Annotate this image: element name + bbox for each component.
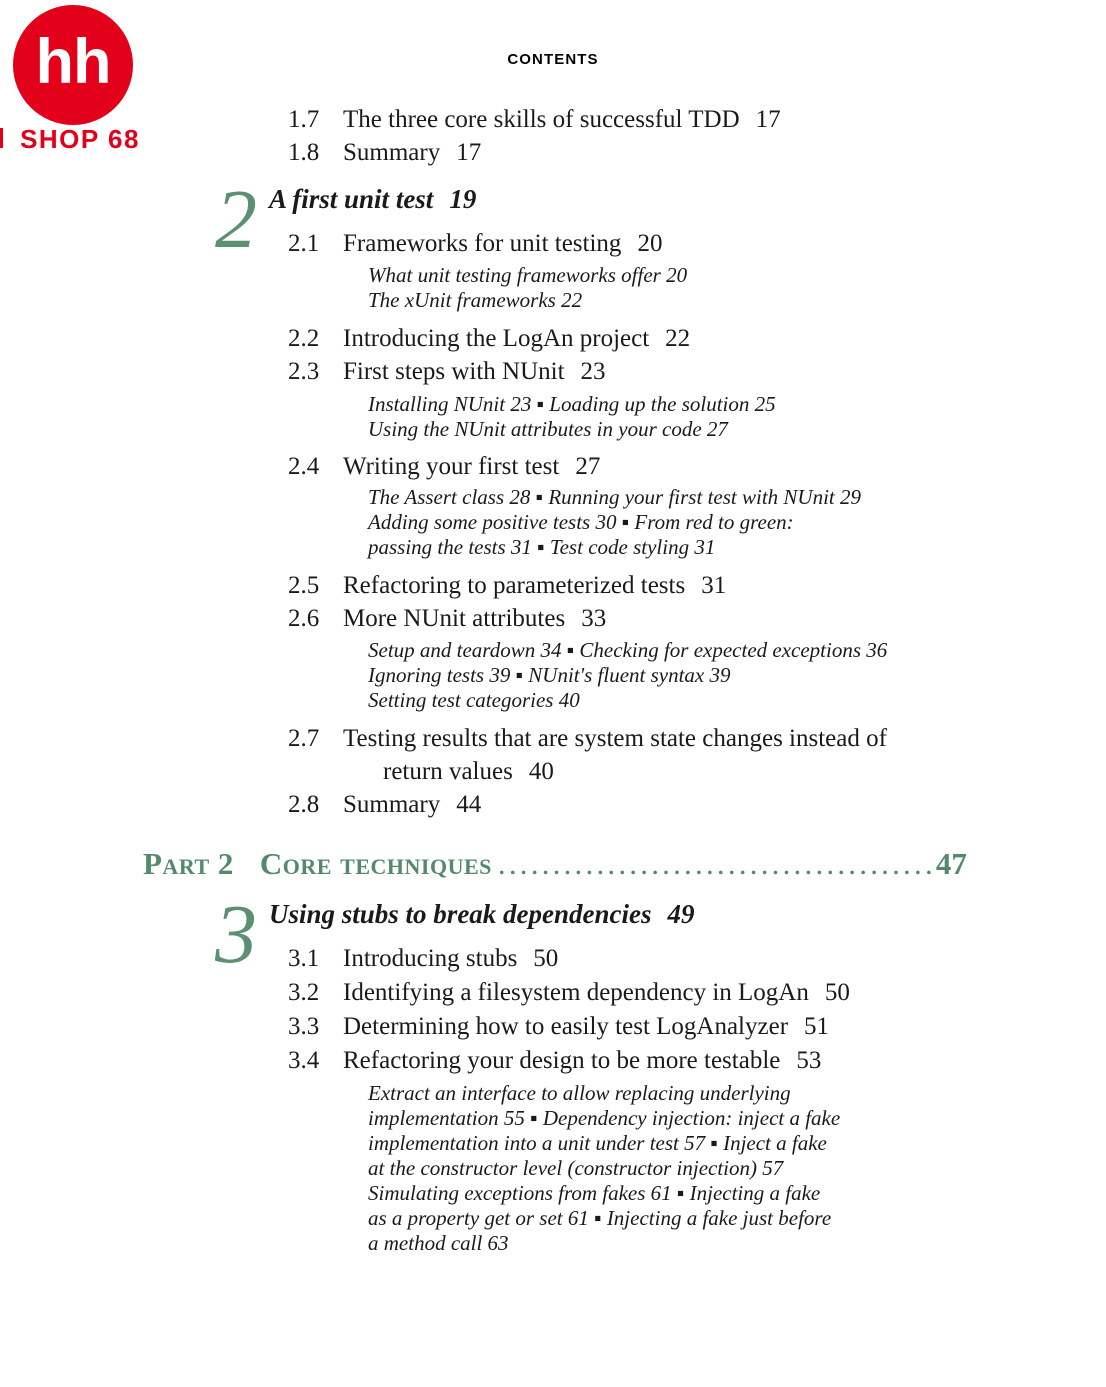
running-head: CONTENTS: [507, 51, 599, 68]
subsection-line: Simulating exceptions from fakes 61 ▪ Injecting a fake: [368, 1181, 821, 1205]
page-number: 22: [665, 325, 691, 352]
section-title: Testing results that are system state changes instead of: [343, 725, 887, 752]
page-number: 23: [580, 358, 606, 385]
section-title: More NUnit attributes: [343, 605, 566, 632]
section-title-line: [343, 103, 943, 136]
page-number: 40: [528, 758, 554, 785]
section-title: Identifying a filesystem dependency in LogAn: [343, 979, 809, 1006]
page-number: 50: [824, 979, 850, 1006]
page-number: 17: [456, 139, 482, 166]
subsection-line: Ignoring tests 39 ▪ NUnit's fluent syntax 39: [368, 663, 731, 687]
section-title-line: [343, 1044, 983, 1077]
section-number: 3.4: [288, 1047, 320, 1074]
section-number: 3.2: [288, 979, 320, 1006]
page-number: 33: [581, 605, 607, 632]
chapter-title-line: [269, 184, 476, 215]
section-title: First steps with NUnit: [343, 358, 565, 385]
section-title-line: [343, 450, 943, 483]
section-title-line: [343, 322, 943, 355]
section-number: 2.2: [288, 325, 320, 352]
part-2-heading[interactable]: [143, 845, 1023, 883]
section-title-line: [343, 942, 943, 975]
page-number: 50: [533, 945, 559, 972]
subsection-line: The Assert class 28 ▪ Running your first test with NUnit 29: [368, 485, 861, 509]
page-number: 51: [804, 1013, 830, 1040]
section-title: Summary: [343, 139, 441, 166]
section-title-line: [343, 227, 943, 260]
chapter-title: A first unit test: [269, 184, 434, 214]
section-title-line: [343, 976, 983, 1009]
section-title-line: [343, 1010, 983, 1043]
subsection-line: Setup and teardown 34 ▪ Checking for expected exceptions 36: [368, 638, 888, 662]
chapter-title-line: [269, 899, 695, 930]
section-title-line: [343, 355, 943, 388]
subsection-line: Adding some positive tests 30 ▪ From red to green:: [368, 510, 794, 534]
section-title: Introducing stubs: [343, 945, 518, 972]
chapter-title: Using stubs to break dependencies: [269, 899, 652, 929]
section-title-line: [343, 136, 943, 169]
section-title: Writing your first test: [343, 453, 560, 480]
section-title: Refactoring to parameterized tests: [343, 572, 686, 599]
logo-hh-mark: hh: [35, 26, 111, 97]
subsection-line: implementation into a unit under test 57 ▪ Inject a fake: [368, 1131, 827, 1155]
page-number: 44: [456, 791, 482, 818]
subsection-line: passing the tests 31 ▪ Test code styling 31: [368, 535, 716, 559]
chapter-number: 2: [215, 173, 257, 266]
subsection-line: The xUnit frameworks 22: [368, 288, 583, 312]
section-number: 2.1: [288, 230, 320, 257]
section-title: Refactoring your design to be more testable: [343, 1047, 781, 1074]
logo-wordmark: SHOP 68: [20, 124, 140, 154]
section-title: Summary: [343, 791, 441, 818]
section-title: The three core skills of successful TDD: [343, 106, 740, 133]
section-title: Introducing the LogAn project: [343, 325, 650, 352]
section-number: 1.8: [288, 139, 320, 166]
section-number: 2.7: [288, 725, 320, 752]
page-number: 53: [796, 1047, 822, 1074]
section-title-cont: return values: [383, 758, 513, 785]
section-title-line: [383, 755, 983, 788]
part-label: Part 2: [143, 846, 234, 881]
section-title-line: [343, 569, 943, 602]
subsection-line: implementation 55 ▪ Dependency injection: inject a fake: [368, 1106, 841, 1130]
section-number: 2.3: [288, 358, 320, 385]
section-title-line: [343, 788, 943, 821]
chapter-page-number: 49: [667, 899, 695, 929]
page-number: 20: [637, 230, 663, 257]
part-title: Core techniques: [259, 846, 492, 881]
subsection-line: at the constructor level (constructor injection) 57: [368, 1156, 784, 1180]
section-title: Frameworks for unit testing: [343, 230, 622, 257]
section-number: 2.8: [288, 791, 320, 818]
chapter-number: 3: [215, 888, 257, 981]
section-number: 1.7: [288, 106, 320, 133]
section-number: 3.1: [288, 945, 320, 972]
section-title: Determining how to easily test LogAnalyzer: [343, 1013, 789, 1040]
dot-leader: ........................................: [497, 846, 936, 881]
subsection-line: Installing NUnit 23 ▪ Loading up the solution 25: [368, 392, 776, 416]
subsection-line: What unit testing frameworks offer 20: [368, 263, 688, 287]
part-page-number: 47: [935, 846, 967, 881]
shop68-logo: [0, 0, 160, 170]
subsection-line: a method call 63: [368, 1231, 509, 1255]
page-number: 27: [575, 453, 601, 480]
section-number: 2.4: [288, 453, 320, 480]
section-number: 3.3: [288, 1013, 320, 1040]
section-number: 2.6: [288, 605, 320, 632]
section-number: 2.5: [288, 572, 320, 599]
page-number: 17: [755, 106, 781, 133]
subsection-line: Setting test categories 40: [368, 688, 580, 712]
page-number: 31: [701, 572, 727, 599]
chapter-page-number: 19: [449, 184, 477, 214]
subsection-line: Extract an interface to allow replacing underlying: [368, 1081, 791, 1105]
subsection-line: Using the NUnit attributes in your code 27: [368, 417, 728, 441]
section-title-line: [343, 602, 943, 635]
subsection-line: as a property get or set 61 ▪ Injecting a fake just before: [368, 1206, 832, 1230]
